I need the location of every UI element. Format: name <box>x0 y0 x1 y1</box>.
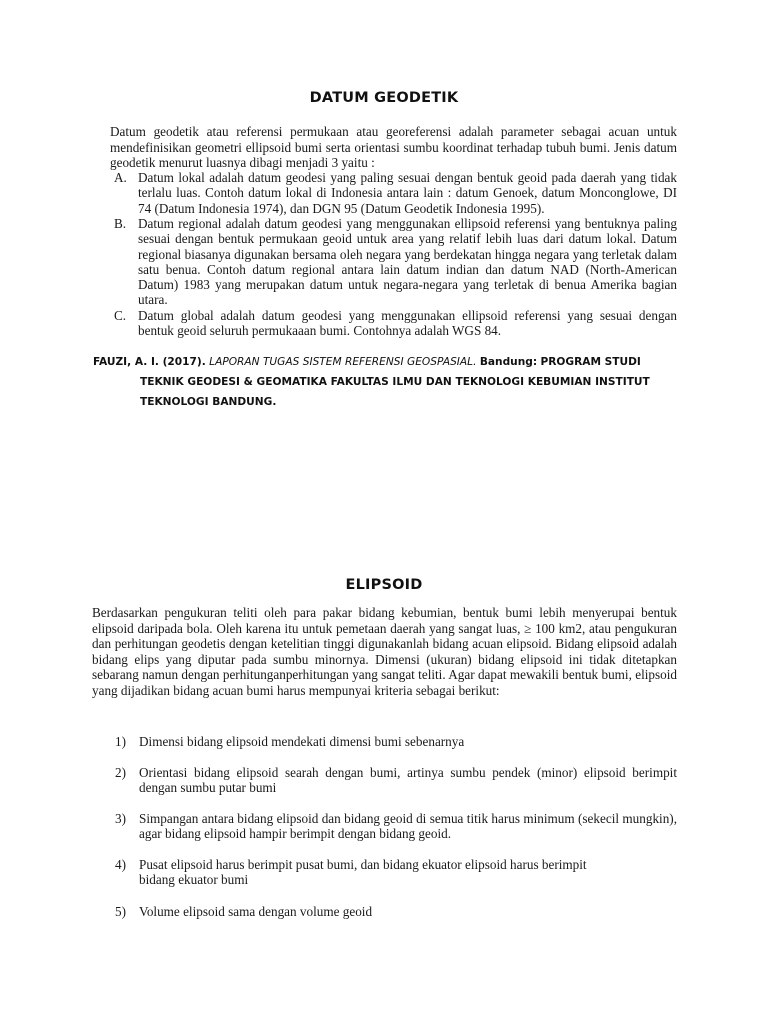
reference-citation <box>93 352 693 412</box>
numbered-item-2 <box>115 765 677 797</box>
numbered-marker: 4) <box>115 857 126 872</box>
intro-paragraph-elipsoid: Berdasarkan pengukuran teliti oleh para pakar bidang kebumian, bentuk bumi lebih menyerupai bentuk elipsoid daripada bola. Oleh karena itu untuk pemetaan daerah yang sangat luas, ≥ 100 km2, atau pengukuran dan perhitungan geodetis dengan ketelitian tinggi digunakanlah bidang acuan elipsoid. Bidang elipsoid adalah bidang elips yang diputar pada sumbu minornya. Dimensi (ukuran) bidang elipsoid ini tidak ditetapkan sebarang namun dengan perhitunganperhitungan yang sangat teliti. Agar dapat mewakili bentuk bumi, elipsoid yang dijadikan bidang acuan bumi harus mempunyai kriteria sebagai berikut: <box>92 605 677 698</box>
list-item-b <box>114 216 677 308</box>
numbered-marker: 5) <box>115 904 126 919</box>
list-item-c <box>114 308 677 340</box>
list-item-a <box>114 170 677 216</box>
reference-publisher-label: Bandung: <box>479 356 538 368</box>
reference-title: LAPORAN TUGAS SISTEM REFERENSI GEOSPASIAL. <box>209 356 477 368</box>
section-title-datum-geodetik: DATUM GEODETIK <box>309 90 459 106</box>
list-marker: B. <box>114 216 127 231</box>
numbered-marker: 2) <box>115 765 126 780</box>
numbered-item-5 <box>115 904 677 920</box>
numbered-item-text <box>139 857 677 888</box>
reference-author: FAUZI, A. I. (2017). <box>93 356 206 368</box>
numbered-marker: 1) <box>115 734 126 749</box>
reference-publisher-line1: PROGRAM STUDI <box>540 356 641 368</box>
list-item-text: Datum regional adalah datum geodesi yang menggunakan ellipsoid referensi yang bentuknya paling sesuai dengan bentuk permukaan geoid untuk area yang relatif lebih luas dari datum lokal. Datum regional biasanya digunakan bersama oleh negara yang berdekatan hingga negara yang terletak dalam satu benua. Contoh datum regional antara lain datum indian dan datum NAD (North-American Datum) 1983 yang merupakan datum untuk negara-negara yang terletak di benua Amerika bagian utara. <box>138 216 677 308</box>
numbered-item-1 <box>115 734 677 750</box>
numbered-item-text-line1: Pusat elipsoid harus berimpit pusat bumi, dan bidang ekuator elipsoid harus berimpit <box>139 857 587 872</box>
list-item-text: Datum lokal adalah datum geodesi yang paling sesuai dengan bentuk geoid pada daerah yang tidak terlalu luas. Contoh datum lokal di Indonesia antara lain : datum Genoek, datum Monconglowe, DI 74 (Datum Indonesia 1974), dan DGN 95 (Datum Geodetik Indonesia 1995). <box>138 170 677 216</box>
numbered-item-text: Dimensi bidang elipsoid mendekati dimensi bumi sebenarnya <box>139 734 465 749</box>
numbered-item-text: Volume elipsoid sama dengan volume geoid <box>139 904 373 919</box>
intro-paragraph-datum: Datum geodetik atau referensi permukaan atau georeferensi adalah parameter sebagai acuan untuk mendefinisikan geometri ellipsoid bumi serta orientasi sumbu koordinat terhadap tubuh bumi. Jenis datum geodetik menurut luasnya dibagi menjadi 3 yaitu : <box>110 124 677 170</box>
list-marker: C. <box>114 308 127 323</box>
numbered-item-text: Orientasi bidang elipsoid searah dengan bumi, artinya sumbu pendek (minor) elipsoid berimpit dengan sumbu putar bumi <box>139 765 677 796</box>
list-item-text: Datum global adalah datum geodesi yang menggunakan ellipsoid referensi yang sesuai dengan bentuk geoid seluruh permukaaan bumi. Contohnya adalah WGS 84. <box>138 308 677 339</box>
reference-publisher-line2: TEKNIK GEODESI & GEOMATIKA FAKULTAS ILMU DAN TEKNOLOGI KEBUMIAN INSTITUT <box>140 376 650 388</box>
list-marker: A. <box>114 170 127 185</box>
numbered-item-3 <box>115 811 677 843</box>
section-title-elipsoid: ELIPSOID <box>345 577 423 593</box>
numbered-item-text: Simpangan antara bidang elipsoid dan bidang geoid di semua titik harus minimum (sekecil mungkin), agar bidang elipsoid hampir berimpit dengan bidang geoid. <box>139 811 677 842</box>
numbered-item-text-line2: bidang ekuator bumi <box>139 872 249 888</box>
reference-publisher-line3: TEKNOLOGI BANDUNG. <box>140 396 277 408</box>
numbered-marker: 3) <box>115 811 126 826</box>
numbered-item-4 <box>115 857 677 889</box>
